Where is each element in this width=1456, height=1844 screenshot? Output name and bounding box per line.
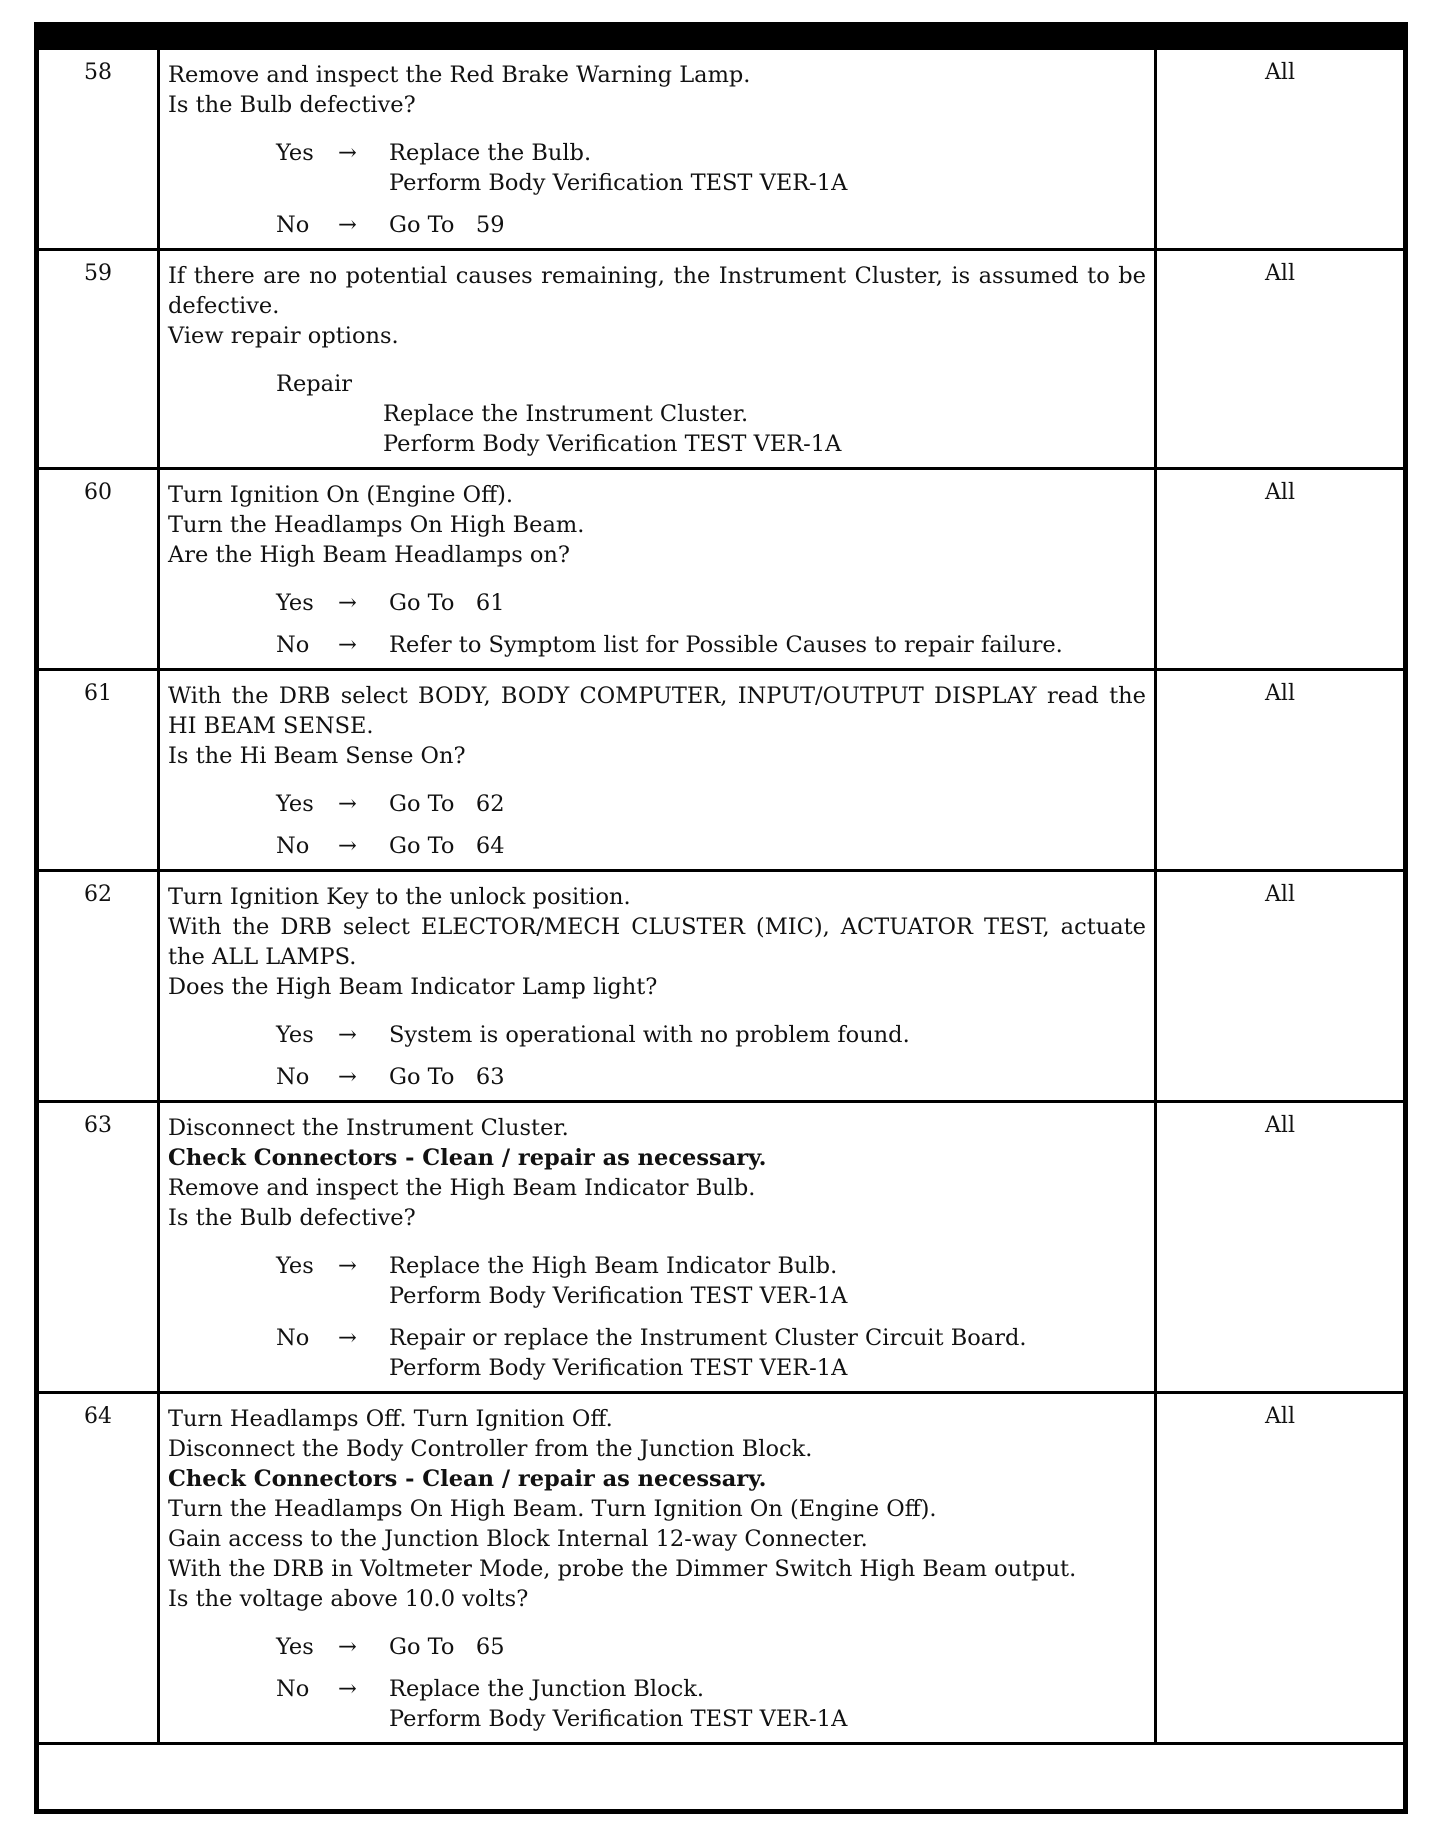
step-description — [159, 1102, 1156, 1393]
instruction-line: With the DRB select ELECTOR/MECH CLUSTER (MIC), ACTUATOR TEST, actuate the ALL LAMPS. — [168, 914, 1146, 970]
repair-label: Repair — [276, 371, 353, 397]
instruction-line: With the DRB select BODY, BODY COMPUTER, INPUT/OUTPUT DISPLAY read the HI BEAM SENSE. — [168, 683, 1146, 739]
applicability: All — [1156, 670, 1404, 871]
response-line: Replace the High Beam Indicator Bulb. — [389, 1253, 838, 1279]
instruction-line: Remove and inspect the Red Brake Warning Lamp. — [168, 62, 751, 88]
response-line: Perform Body Verification TEST VER-1A — [389, 1355, 848, 1381]
response-line: System is operational with no problem found. — [389, 1022, 910, 1048]
no-label: No — [276, 632, 310, 658]
instruction-line: Turn Ignition On (Engine Off). — [168, 482, 514, 508]
instruction-line: Remove and inspect the High Beam Indicator Bulb. — [168, 1175, 756, 1201]
response-line: Go To 65 — [389, 1634, 505, 1660]
instruction-line: Turn Headlamps Off. Turn Ignition Off. — [168, 1406, 613, 1432]
table-row — [39, 50, 1403, 250]
yes-response — [168, 138, 1146, 198]
step-number: 64 — [39, 1393, 159, 1744]
instruction-line: Gain access to the Junction Block Internal 12-way Connecter. — [168, 1526, 868, 1552]
step-number: 59 — [39, 250, 159, 469]
applicability: All — [1156, 1102, 1404, 1393]
instruction-line: Turn Ignition Key to the unlock position. — [168, 884, 631, 910]
applicability: All — [1156, 50, 1404, 250]
yes-label: Yes — [276, 140, 314, 166]
step-number: 60 — [39, 469, 159, 670]
response-line: Perform Body Verification TEST VER-1A — [389, 170, 848, 196]
response-line: Replace the Bulb. — [389, 140, 592, 166]
arrow-icon: → — [338, 791, 357, 817]
response-line: Go To 62 — [389, 791, 505, 817]
instruction-line: Does the High Beam Indicator Lamp light? — [168, 974, 658, 1000]
arrow-icon: → — [338, 1253, 357, 1279]
applicability: All — [1156, 871, 1404, 1102]
step-number: 62 — [39, 871, 159, 1102]
table-row — [39, 1102, 1403, 1393]
yes-label: Yes — [276, 590, 314, 616]
instruction-line: With the DRB in Voltmeter Mode, probe the Dimmer Switch High Beam output. — [168, 1556, 1077, 1582]
table-row — [39, 871, 1403, 1102]
arrow-icon: → — [338, 212, 357, 238]
arrow-icon: → — [338, 1325, 357, 1351]
instruction-line: Disconnect the Body Controller from the Junction Block. — [168, 1436, 813, 1462]
no-response — [168, 831, 1146, 861]
instruction-line: If there are no potential causes remaining, the Instrument Cluster, is assumed to be defective. — [168, 263, 1146, 319]
arrow-icon: → — [338, 1064, 357, 1090]
table-row — [39, 670, 1403, 871]
repair-line: Perform Body Verification TEST VER-1A — [383, 431, 842, 457]
response-line: Go To 59 — [389, 212, 505, 238]
arrow-icon: → — [338, 833, 357, 859]
response-line: Perform Body Verification TEST VER-1A — [389, 1706, 848, 1732]
arrow-icon: → — [338, 140, 357, 166]
table-header-bar — [39, 22, 1403, 50]
instruction-line: Check Connectors - Clean / repair as necessary. — [168, 1145, 767, 1171]
step-number: 63 — [39, 1102, 159, 1393]
no-label: No — [276, 833, 310, 859]
response-line: Repair or replace the Instrument Cluster Circuit Board. — [389, 1325, 1027, 1351]
response-line: Refer to Symptom list for Possible Causes to repair failure. — [389, 632, 1063, 658]
yes-response — [168, 1632, 1146, 1662]
instruction-line: Turn the Headlamps On High Beam. Turn Ignition On (Engine Off). — [168, 1496, 937, 1522]
response-line: Replace the Junction Block. — [389, 1676, 705, 1702]
step-description — [159, 1393, 1156, 1744]
step-description — [159, 250, 1156, 469]
no-response — [168, 210, 1146, 240]
no-label: No — [276, 212, 310, 238]
instruction-line: View repair options. — [168, 323, 399, 349]
instruction-line: Is the Bulb defective? — [168, 92, 416, 118]
response-line: Go To 64 — [389, 833, 505, 859]
step-description — [159, 670, 1156, 871]
yes-response — [168, 789, 1146, 819]
step-description — [159, 469, 1156, 670]
arrow-icon: → — [338, 1676, 357, 1702]
applicability: All — [1156, 1393, 1404, 1744]
response-line: Perform Body Verification TEST VER-1A — [389, 1283, 848, 1309]
no-label: No — [276, 1064, 310, 1090]
arrow-icon: → — [338, 1634, 357, 1660]
yes-label: Yes — [276, 1022, 314, 1048]
no-response — [168, 630, 1146, 660]
arrow-icon: → — [338, 1022, 357, 1048]
applicability: All — [1156, 469, 1404, 670]
instruction-line: Turn the Headlamps On High Beam. — [168, 512, 585, 538]
table-row — [39, 1393, 1403, 1744]
table-row — [39, 250, 1403, 469]
yes-response — [168, 1020, 1146, 1050]
instruction-line: Are the High Beam Headlamps on? — [168, 542, 570, 568]
diagnostic-procedure-table — [34, 22, 1408, 1814]
arrow-icon: → — [338, 632, 357, 658]
no-response — [168, 1323, 1146, 1383]
step-number: 61 — [39, 670, 159, 871]
instruction-line: Check Connectors - Clean / repair as necessary. — [168, 1466, 767, 1492]
no-response — [168, 1674, 1146, 1734]
repair-line: Replace the Instrument Cluster. — [383, 401, 749, 427]
response-line: Go To 61 — [389, 590, 505, 616]
no-response — [168, 1062, 1146, 1092]
no-label: No — [276, 1676, 310, 1702]
yes-response — [168, 588, 1146, 618]
yes-label: Yes — [276, 1253, 314, 1279]
arrow-icon: → — [338, 590, 357, 616]
yes-response — [168, 1251, 1146, 1311]
instruction-line: Is the voltage above 10.0 volts? — [168, 1586, 529, 1612]
yes-label: Yes — [276, 1634, 314, 1660]
yes-label: Yes — [276, 791, 314, 817]
table-row — [39, 469, 1403, 670]
applicability: All — [1156, 250, 1404, 469]
instruction-line: Disconnect the Instrument Cluster. — [168, 1115, 569, 1141]
no-label: No — [276, 1325, 310, 1351]
response-line: Go To 63 — [389, 1064, 505, 1090]
steps-table — [39, 50, 1403, 1745]
instruction-line: Is the Bulb defective? — [168, 1205, 416, 1231]
step-description — [159, 50, 1156, 250]
step-description — [159, 871, 1156, 1102]
step-number: 58 — [39, 50, 159, 250]
instruction-line: Is the Hi Beam Sense On? — [168, 743, 466, 769]
